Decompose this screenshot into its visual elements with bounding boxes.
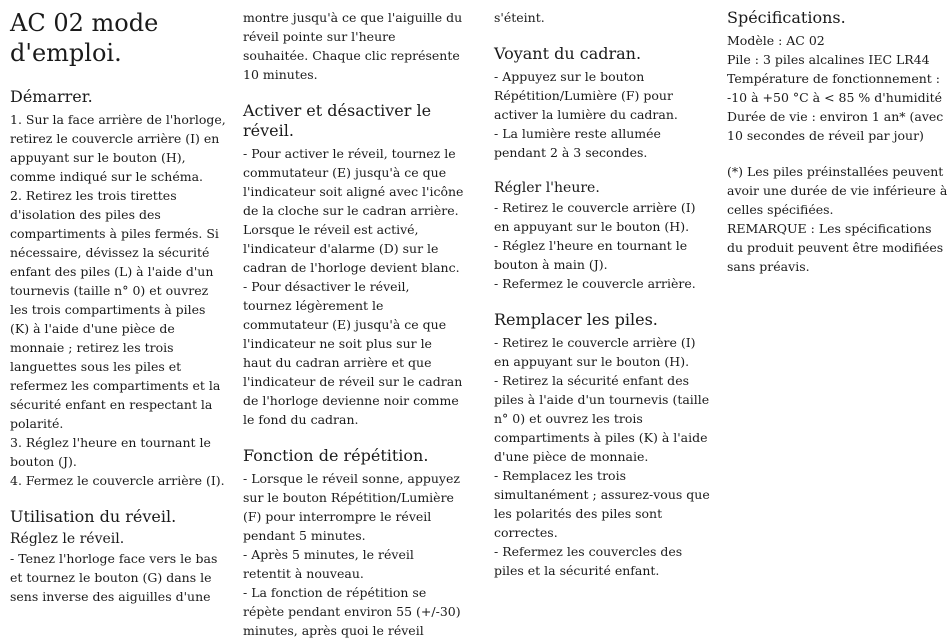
text-line: les trois compartiments à piles bbox=[10, 302, 206, 317]
text-line: cadran de l'horloge devient blanc. bbox=[243, 260, 460, 275]
text-line: et tournez le bouton (G) dans le bbox=[10, 570, 212, 585]
set-time-text bbox=[494, 198, 716, 293]
text-line: bouton (J). bbox=[10, 454, 77, 469]
text-line: sur le bouton Répétition/Lumière bbox=[243, 490, 454, 505]
section-heading-replace-batteries: Remplacer les piles. bbox=[494, 310, 658, 329]
text-line: 4. Fermez le couvercle arrière (I). bbox=[10, 473, 225, 488]
text-line: - Pour désactiver le réveil, bbox=[243, 279, 410, 294]
text-line: l'indicateur soit aligné avec l'icône bbox=[243, 184, 464, 199]
text-line: refermez les compartiments et la bbox=[10, 378, 221, 393]
text-line: le fond du cadran. bbox=[243, 412, 359, 427]
text-line: n° 0) et ouvrez les trois bbox=[494, 411, 643, 426]
title-line-2: d'emploi. bbox=[10, 39, 122, 67]
section-heading-specifications: Spécifications. bbox=[727, 8, 846, 27]
section-heading-snooze: Fonction de répétition. bbox=[243, 446, 429, 465]
text-line: Température de fonctionnement : bbox=[727, 71, 940, 86]
text-line: compartiments à piles (K) à l'aide bbox=[494, 430, 708, 445]
start-text bbox=[10, 110, 226, 490]
text-line: celles spécifiées. bbox=[727, 202, 834, 217]
subheading-set-alarm: Réglez le réveil. bbox=[10, 531, 125, 547]
text-line: piles à l'aide d'un tournevis (taille bbox=[494, 392, 710, 407]
section-heading-alarm-use: Utilisation du réveil. bbox=[10, 507, 177, 526]
text-line: monnaie ; retirez les trois bbox=[10, 340, 174, 355]
text-line: retirez le couvercle arrière (I) en bbox=[10, 131, 220, 146]
text-line: - Retirez le couvercle arrière (I) bbox=[494, 335, 696, 350]
text-line: sens inverse des aiguilles d'une bbox=[10, 589, 211, 604]
text-line: - Refermez le couvercle arrière. bbox=[494, 276, 696, 291]
text-line: activer la lumière du cadran. bbox=[494, 107, 678, 122]
text-line: piles et la sécurité enfant. bbox=[494, 563, 660, 578]
text-line: - Appuyez sur le bouton bbox=[494, 69, 645, 84]
text-line: - Lorsque le réveil sonne, appuyez bbox=[243, 471, 460, 486]
text-line: du produit peuvent être modifiées bbox=[727, 240, 944, 255]
document-title bbox=[10, 8, 220, 68]
text-line: - Retirez le couvercle arrière (I) bbox=[494, 200, 696, 215]
text-line: avoir une durée de vie inférieure à bbox=[727, 183, 948, 198]
set-alarm-text bbox=[10, 549, 220, 606]
text-line: appuyant sur le bouton (H), bbox=[10, 150, 186, 165]
text-line: retentit à nouveau. bbox=[243, 566, 364, 581]
text-line: les polarités des piles sont bbox=[494, 506, 663, 521]
text-line: haut du cadran arrière et que bbox=[243, 355, 432, 370]
notes-text bbox=[727, 162, 948, 276]
text-line: bouton à main (J). bbox=[494, 257, 608, 272]
text-line: -10 à +50 °C à < 85 % d'humidité bbox=[727, 90, 943, 105]
text-line: - Après 5 minutes, le réveil bbox=[243, 547, 414, 562]
text-line: réveil pointe sur l'heure bbox=[243, 29, 396, 44]
column-2 bbox=[243, 8, 463, 640]
text-line: 1. Sur la face arrière de l'horloge, bbox=[10, 112, 226, 127]
text-line: - La lumière reste allumée bbox=[494, 126, 661, 141]
text-line: enfant des piles (L) à l'aide d'un bbox=[10, 264, 214, 279]
text-line: - Retirez la sécurité enfant des bbox=[494, 373, 690, 388]
text-line: montre jusqu'à ce que l'aiguille du bbox=[243, 10, 463, 25]
text-line: languettes sous les piles et bbox=[10, 359, 182, 374]
text-line: pendant 2 à 3 secondes. bbox=[494, 145, 648, 160]
text-line: répète pendant environ 55 (+/-30) bbox=[243, 604, 461, 619]
text-line: sans préavis. bbox=[727, 259, 810, 274]
text-line: pendant 5 minutes. bbox=[243, 528, 366, 543]
text-line: Lorsque le réveil est activé, bbox=[243, 222, 419, 237]
column-1 bbox=[10, 8, 226, 606]
text-line: simultanément ; assurez-vous que bbox=[494, 487, 710, 502]
text-line: l'indicateur d'alarme (D) sur le bbox=[243, 241, 439, 256]
text-line: Pile : 3 piles alcalines IEC LR44 bbox=[727, 52, 930, 67]
text-line: de la cloche sur le cadran arrière. bbox=[243, 203, 459, 218]
text-line: - Réglez l'heure en tournant le bbox=[494, 238, 688, 253]
text-line: - La fonction de répétition se bbox=[243, 585, 427, 600]
text-line: 10 minutes. bbox=[243, 67, 318, 82]
text-line: REMARQUE : Les spécifications bbox=[727, 221, 932, 236]
text-line: de l'horloge devienne noir comme bbox=[243, 393, 459, 408]
text-line: tournez légèrement le bbox=[243, 298, 384, 313]
text-line: l'indicateur de réveil sur le cadran bbox=[243, 374, 463, 389]
text-line: compartiments à piles fermés. Si bbox=[10, 226, 219, 241]
text-line: comme indiqué sur le schéma. bbox=[10, 169, 203, 184]
text-line: sécurité enfant en respectant la bbox=[10, 397, 213, 412]
specifications-text bbox=[727, 31, 945, 145]
text-line: 2. Retirez les trois tirettes bbox=[10, 188, 177, 203]
text-line: d'isolation des piles des bbox=[10, 207, 161, 222]
text-line: Répétition/Lumière (F) pour bbox=[494, 88, 673, 103]
text-line: 3. Réglez l'heure en tournant le bbox=[10, 435, 211, 450]
snooze-text bbox=[243, 469, 463, 640]
snooze-text-continued bbox=[494, 8, 716, 27]
alarm-toggle-text bbox=[243, 144, 463, 429]
column-4 bbox=[727, 8, 948, 276]
replace-batteries-text bbox=[494, 333, 716, 580]
text-line: s'éteint. bbox=[494, 10, 545, 25]
text-line: (K) à l'aide d'une pièce de bbox=[10, 321, 175, 336]
set-alarm-text-continued bbox=[243, 8, 463, 84]
text-line: (*) Les piles préinstallées peuvent bbox=[727, 164, 944, 179]
text-line: minutes, après quoi le réveil bbox=[243, 623, 424, 638]
text-line: - Refermez les couvercles des bbox=[494, 544, 683, 559]
text-line: - Tenez l'horloge face vers le bas bbox=[10, 551, 218, 566]
text-line: commutateur (E) jusqu'à ce que bbox=[243, 317, 447, 332]
text-line: - Pour activer le réveil, tournez le bbox=[243, 146, 456, 161]
text-line: (F) pour interrompre le réveil bbox=[243, 509, 432, 524]
subheading-set-time: Régler l'heure. bbox=[494, 180, 600, 196]
text-line: souhaitée. Chaque clic représente bbox=[243, 48, 460, 63]
text-line: Modèle : AC 02 bbox=[727, 33, 825, 48]
text-line: tournevis (taille n° 0) et ouvrez bbox=[10, 283, 209, 298]
dial-light-text bbox=[494, 67, 716, 162]
title-line-1: AC 02 mode bbox=[10, 9, 159, 37]
text-line: commutateur (E) jusqu'à ce que bbox=[243, 165, 447, 180]
text-line: en appuyant sur le bouton (H). bbox=[494, 354, 690, 369]
section-heading-start: Démarrer. bbox=[10, 87, 93, 106]
text-line: 10 secondes de réveil par jour) bbox=[727, 128, 924, 143]
text-line: correctes. bbox=[494, 525, 558, 540]
text-line: polarité. bbox=[10, 416, 64, 431]
section-heading-alarm-toggle: Activer et désactiver le réveil. bbox=[243, 101, 432, 140]
column-3 bbox=[494, 8, 716, 580]
section-heading-dial-light: Voyant du cadran. bbox=[494, 44, 642, 63]
text-line: - Remplacez les trois bbox=[494, 468, 626, 483]
text-line: Durée de vie : environ 1 an* (avec bbox=[727, 109, 944, 124]
text-line: en appuyant sur le bouton (H). bbox=[494, 219, 690, 234]
text-line: nécessaire, dévissez la sécurité bbox=[10, 245, 210, 260]
text-line: l'indicateur ne soit plus sur le bbox=[243, 336, 432, 351]
text-line: d'une pièce de monnaie. bbox=[494, 449, 649, 464]
